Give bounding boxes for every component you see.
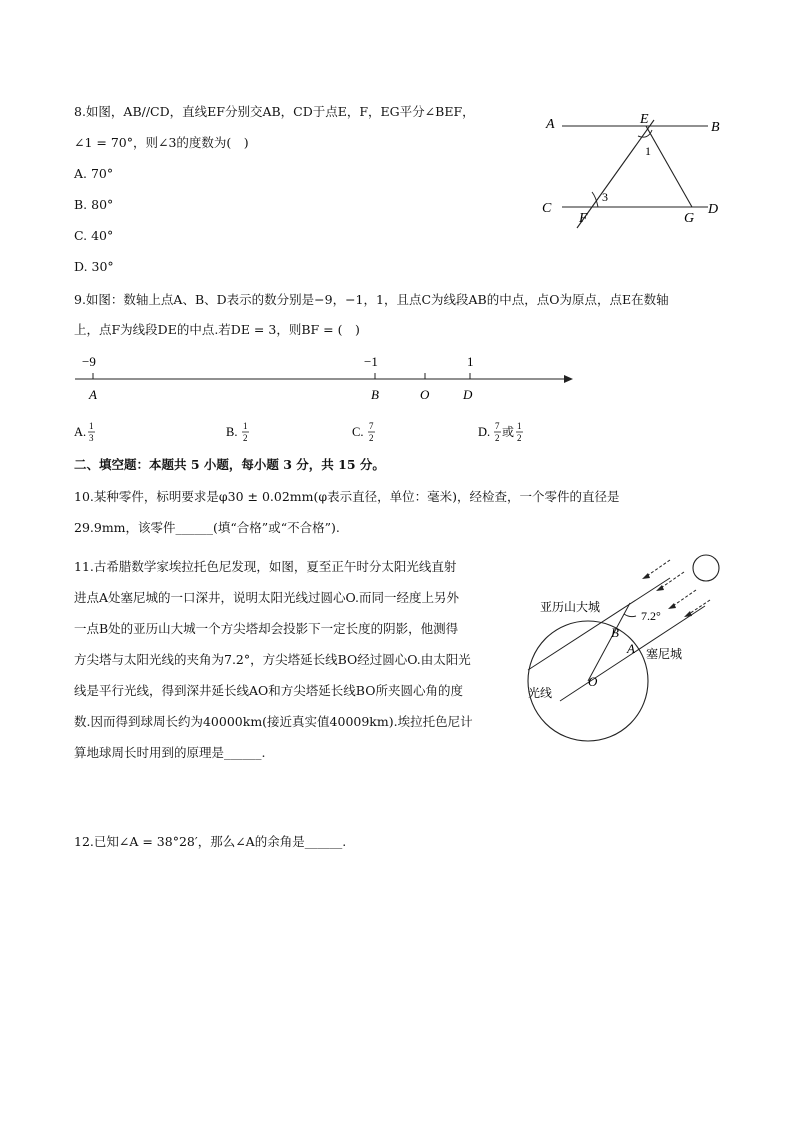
number-line [70, 348, 580, 408]
label-angle-3: 3 [602, 190, 608, 204]
line-ef [577, 120, 654, 228]
label-e: E [640, 112, 649, 127]
q8-option-d: D. 30° [74, 259, 114, 274]
q11-line-5: 线是平行光线，得到深井延长线AO和方尖塔延长线BO所夹圆心角的度 [74, 683, 463, 698]
q12-line: 12.已知∠A = 38°28′，那么∠A的余角是______. [74, 834, 347, 849]
q8-option-a: A. 70° [74, 166, 114, 181]
label-light: 光线 [528, 686, 553, 700]
q11-line-1: 11.古希腊数学家埃拉托色尼发现，如图，夏至正午时分太阳光线直射 [74, 559, 457, 574]
label-alexandria: 亚历山大城 [540, 600, 601, 614]
q8-figure [530, 100, 730, 230]
sun-circle [693, 555, 719, 581]
label-f: F [579, 211, 588, 226]
tick-d-value: 1 [467, 354, 474, 369]
q11-line-7: 算地球周长时用到的原理是______. [74, 745, 266, 760]
svg-text:2: 2 [495, 433, 500, 443]
label-syene: 塞尼城 [646, 647, 683, 661]
point-d: D [463, 387, 473, 402]
svg-text:7: 7 [495, 421, 500, 431]
tick-a-value: −9 [82, 354, 96, 369]
q11-text [74, 551, 473, 768]
label-b: B [611, 625, 619, 640]
q8-line-1: 8.如图，AB//CD，直线EF分别交AB，CD于点E，F，EG平分∠BEF， [74, 104, 475, 119]
svg-text:1: 1 [89, 421, 94, 431]
svg-text:1: 1 [243, 421, 248, 431]
angle-1-arc [638, 130, 652, 137]
label-a: A [546, 117, 555, 132]
q11-figure [520, 548, 730, 748]
q9-option-a-label: A. [74, 425, 87, 439]
q10-line-2: 29.9mm，该零件______(填“合格”或“不合格”). [74, 520, 340, 535]
q9-options [70, 418, 540, 448]
angle-arc [624, 614, 636, 617]
label-a: A [627, 641, 635, 656]
q8-line-2: ∠1 = 70°，则∠3的度数为( ) [74, 135, 249, 150]
svg-text:7: 7 [369, 421, 374, 431]
point-a: A [89, 387, 97, 402]
label-b: B [711, 120, 720, 135]
q8-option-b: B. 80° [74, 197, 114, 212]
q9-option-c-label: C. [352, 425, 364, 439]
tick-b-value: −1 [364, 354, 378, 369]
q11-line-2: 进点A处塞尼城的一口深井，说明太阳光线过圆心O.而同一经度上另外 [74, 590, 460, 605]
label-g: G [684, 211, 695, 226]
q11-line-6: 数.因而得到球周长约为40000km(接近真实值40009km).埃拉托色尼计 [74, 714, 473, 729]
label-angle-1: 1 [645, 144, 651, 158]
q9-option-b-label: B. [226, 425, 238, 439]
svg-text:1: 1 [517, 421, 522, 431]
q11-line-4: 方尖塔与太阳光线的夹角为7.2°，方尖塔延长线BO经过圆心O.由太阳光 [74, 652, 471, 667]
label-angle: 7.2° [641, 609, 661, 623]
q9-line-1: 9.如图：数轴上点A、B、D表示的数分别是−9，−1，1，且点C为线段AB的中点，点O为原点，点E在数轴 [74, 292, 669, 307]
svg-text:2: 2 [369, 433, 374, 443]
svg-text:2: 2 [243, 433, 248, 443]
point-o: O [420, 387, 430, 402]
q9-option-d-label: D. [478, 425, 491, 439]
section-2-heading: 二、填空题：本题共 5 小题，每小题 3 分，共 15 分。 [74, 457, 385, 472]
point-b: B [371, 387, 379, 402]
q9-line-2: 上，点F为线段DE的中点.若DE = 3，则BF = ( ) [74, 322, 360, 337]
line-eg [646, 126, 692, 207]
q10-line-1: 10.某种零件，标明要求是φ30 ± 0.02mm(φ表示直径，单位：毫米)，经检查，一个零件的直径是 [74, 489, 620, 504]
q8-option-c: C. 40° [74, 228, 114, 243]
label-o: O [588, 674, 598, 689]
label-d: D [708, 202, 719, 217]
svg-text:2: 2 [517, 433, 522, 443]
label-c: C [542, 201, 552, 216]
svg-text:3: 3 [89, 433, 94, 443]
q11-line-3: 一点B处的亚历山大城一个方尖塔却会投影下一定长度的阴影，他测得 [74, 621, 459, 636]
svg-text:或: 或 [502, 425, 515, 439]
axis-arrow [564, 375, 573, 383]
